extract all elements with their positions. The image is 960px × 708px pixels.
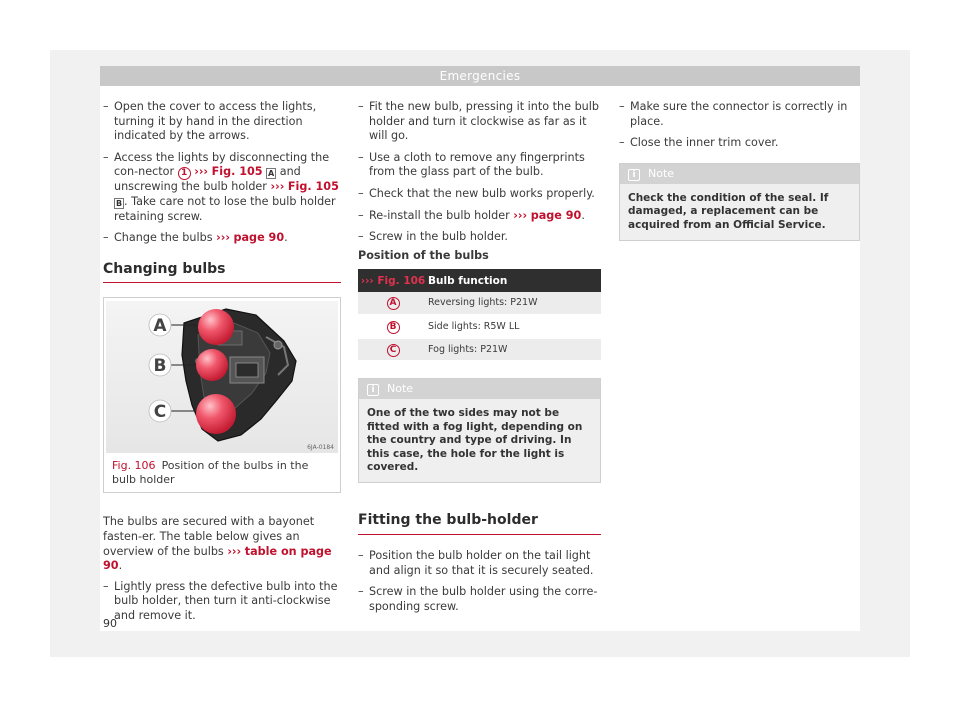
step-screw-holder-screw: – Screw in the bulb holder using the corre-sponding screw. [358, 585, 601, 614]
info-icon: i [367, 384, 379, 396]
page-90-link[interactable]: page 90 [530, 208, 582, 222]
table-row [358, 292, 601, 315]
xref-arrow: ››› [227, 544, 242, 558]
table-page-90-link[interactable]: table on page 90 [103, 544, 332, 573]
step-screw-holder: – Screw in the bulb holder. [358, 230, 601, 245]
bulb-a-icon [198, 309, 234, 345]
note-text: One of the two sides may not be fitted with a fog light, depending on the country and type of driving. In this case, the hole for the light is covered. [367, 407, 583, 473]
step-position-holder: – Position the bulb holder on the tail light and align it so that it is securely seated. [358, 549, 601, 578]
column-middle [358, 100, 601, 621]
step-check-connector: – Make sure the connector is correctly in place. [619, 100, 860, 129]
page-number: 90 [103, 617, 117, 630]
bulb-position-table [358, 269, 601, 362]
note-box [619, 163, 860, 241]
info-icon: i [628, 169, 640, 181]
fig-105-link[interactable]: Fig. 105 [287, 180, 339, 194]
figure-caption: Fig. 106 Position of the bulbs in the bulb holder [112, 459, 309, 486]
column-right [619, 100, 860, 241]
step-access-lights: – Access the lights by disconnecting the con-nector 1 ››› Fig. 105 A and unscrewing the bulb holder ››› Fig. 105 B . Take care not to lose the bulb holder retaining screw. [103, 151, 341, 224]
table-title: Position of the bulbs [358, 248, 489, 262]
table-header-row [358, 269, 601, 292]
box-a-icon: A [268, 169, 275, 179]
table-row [358, 338, 601, 361]
xref-arrow: ››› [216, 231, 230, 245]
table-row [358, 315, 601, 338]
connector-callout: 1 [178, 167, 191, 180]
table-cell: Fog lights: P21W [428, 338, 601, 361]
position-callout-b: B [387, 321, 400, 334]
step-open-cover: – Open the cover to access the lights, turning it by hand in the direction indicated by the arrows. [103, 100, 341, 144]
xref-arrow: ››› [270, 180, 285, 194]
table-header-function: Bulb function [428, 269, 601, 292]
note-header: i Note [620, 164, 859, 184]
figure-code: 6JA-0184 [307, 444, 334, 452]
note-box [358, 378, 601, 483]
section-title-fitting-holder: Fitting the bulb-holder [358, 513, 601, 535]
step-check-bulb: – Check that the new bulb works properly. [358, 187, 601, 202]
figure-label-c: C [153, 402, 167, 423]
xref-arrow: ››› [194, 165, 209, 179]
figure-106 [103, 297, 341, 493]
figure-number: Fig. 106 [112, 459, 156, 473]
step-clean-bulb: – Use a cloth to remove any fingerprints from the glass part of the bulb. [358, 151, 601, 180]
table-cell: Side lights: R5W LL [428, 315, 601, 338]
table-cell: Reversing lights: P21W [428, 292, 601, 315]
column-left [103, 100, 341, 631]
step-close-trim: – Close the inner trim cover. [619, 136, 860, 151]
step-press-bulb: – Lightly press the defective bulb into the bulb holder, then turn it anti-clockwise and remove it. [103, 580, 341, 624]
step-change-bulbs: – Change the bulbs ››› page 90. [103, 231, 341, 246]
box-b-icon: B [115, 198, 123, 208]
position-callout-c: C [387, 344, 400, 357]
page-90-link[interactable]: page 90 [233, 231, 285, 245]
fig-105-link[interactable]: Fig. 105 [211, 165, 263, 179]
body-paragraph: The bulbs are secured with a bayonet fasten-er. The table below gives an overview of the bulbs ››› table on page 90. [103, 515, 332, 573]
section-title-changing-bulbs: Changing bulbs [103, 262, 341, 284]
note-header: i Note [359, 379, 600, 399]
step-reinstall-holder: – Re-install the bulb holder ››› page 90. [358, 209, 601, 224]
note-text: Check the condition of the seal. If damaged, a replacement can be acquired from an Official Service. [628, 191, 829, 231]
figure-label-a: A [153, 316, 167, 337]
xref-arrow: ››› [513, 208, 528, 222]
table-header-fig: ››› Fig. 106 [358, 269, 428, 292]
figure-label-b: B [153, 356, 167, 377]
step-fit-bulb: – Fit the new bulb, pressing it into the bulb holder and turn it clockwise as far as it will go. [358, 100, 601, 144]
bulb-b-icon [196, 349, 228, 381]
bulb-c-icon [196, 394, 236, 434]
position-callout-a: A [387, 297, 400, 310]
bulb-holder-illustration [106, 301, 338, 453]
page-header: Emergencies [100, 66, 860, 86]
